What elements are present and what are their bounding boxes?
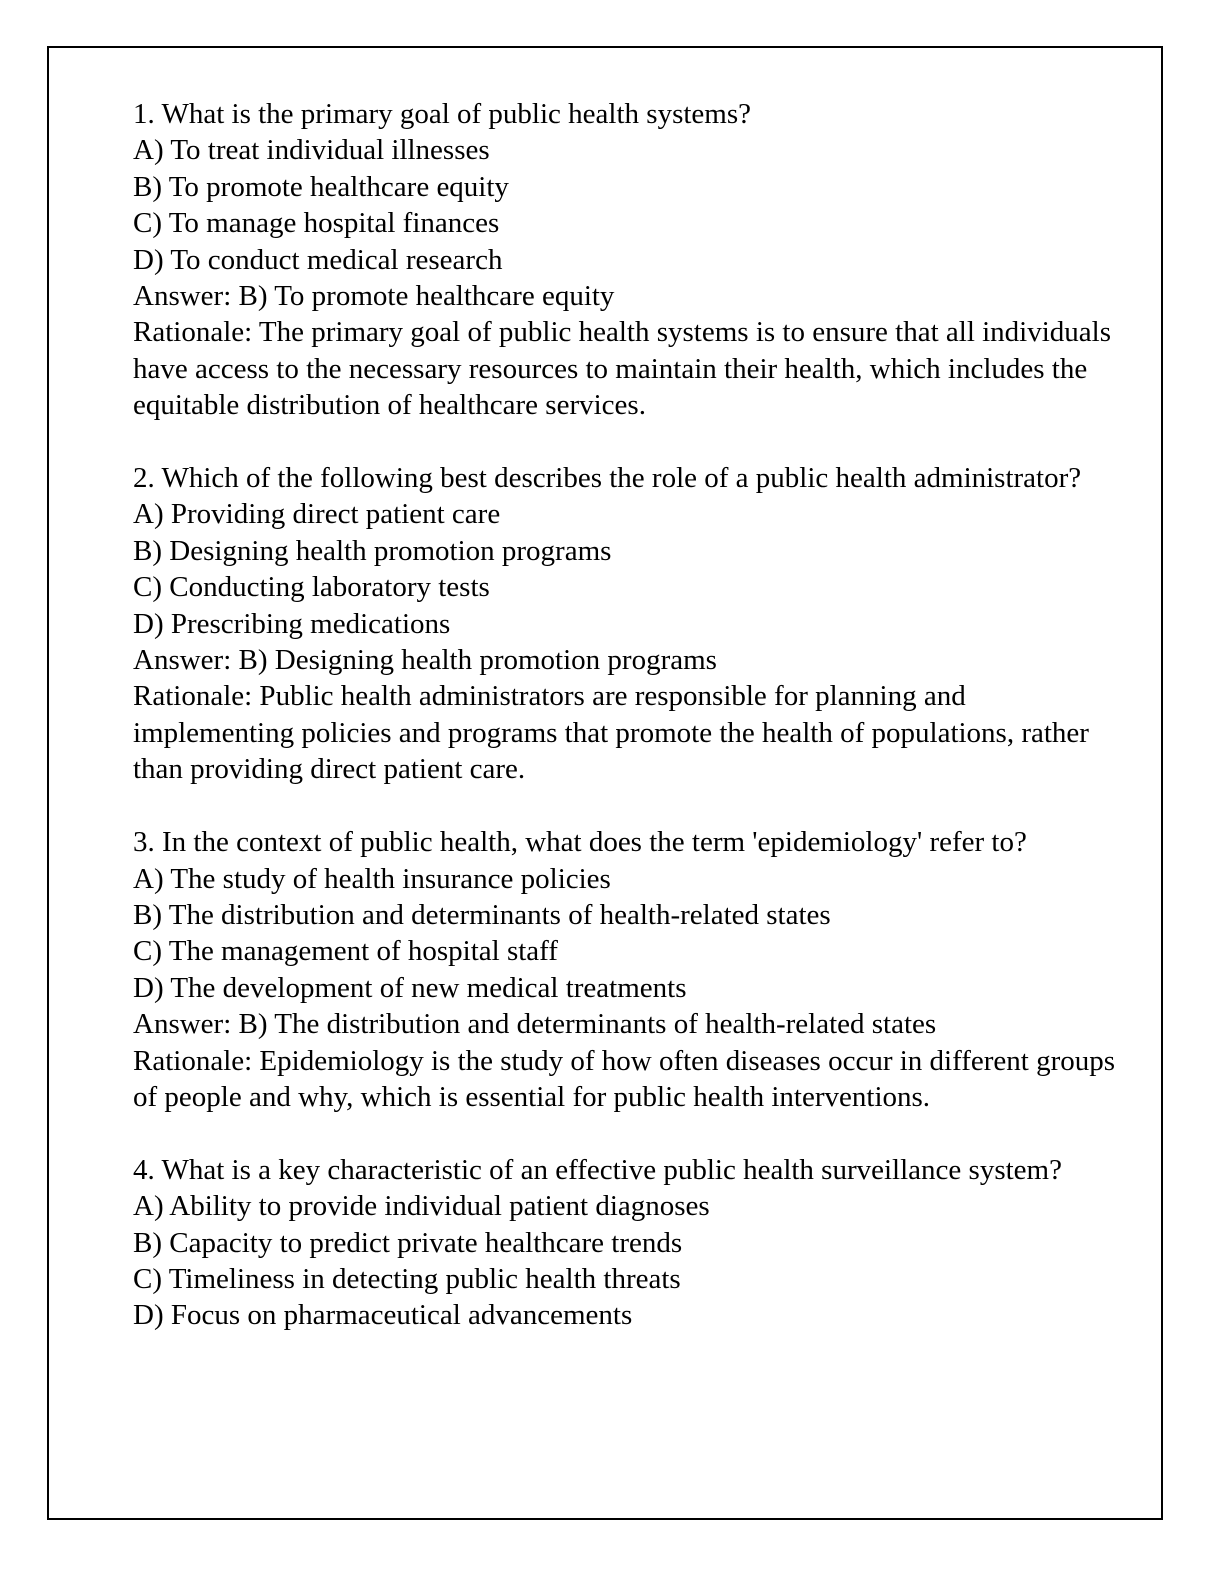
option-d: D) Prescribing medications [133, 607, 451, 640]
rationale-text: Rationale: Epidemiology is the study of how often diseases occur in different groups of people and why, which is essential for public health interventions. [133, 1044, 1116, 1113]
option-c: C) Conducting laboratory tests [133, 571, 490, 604]
option-b: B) To promote healthcare equity [133, 170, 509, 203]
answer-text: Answer: B) To promote healthcare equity [133, 280, 615, 313]
option-b: B) The distribution and determinants of health-related states [133, 898, 831, 931]
question-3 [133, 824, 1133, 1115]
answer-text: Answer: B) Designing health promotion programs [133, 644, 717, 677]
option-a: A) Providing direct patient care [133, 498, 501, 531]
option-a: A) Ability to provide individual patient diagnoses [133, 1190, 710, 1223]
rationale-text: Rationale: The primary goal of public health systems is to ensure that all individuals have access to the necessary resources to maintain their health, which includes the equitable distribution of healthcare services. [133, 316, 1112, 422]
answer-text: Answer: B) The distribution and determinants of health-related states [133, 1008, 937, 1041]
question-text: 2. Which of the following best describes the role of a public health administrator? [133, 462, 1082, 495]
option-c: C) To manage hospital finances [133, 207, 500, 240]
option-c: C) Timeliness in detecting public health threats [133, 1262, 681, 1295]
document-body [133, 96, 1133, 1334]
option-d: D) Focus on pharmaceutical advancements [133, 1299, 633, 1332]
option-a: A) The study of health insurance policies [133, 862, 611, 895]
question-text: 4. What is a key characteristic of an effective public health surveillance system? [133, 1153, 1062, 1186]
question-2 [133, 460, 1133, 788]
question-4 [133, 1152, 1133, 1334]
option-a: A) To treat individual illnesses [133, 134, 490, 167]
option-c: C) The management of hospital staff [133, 935, 558, 968]
option-b: B) Capacity to predict private healthcare trends [133, 1226, 683, 1259]
option-d: D) To conduct medical research [133, 243, 503, 276]
option-b: B) Designing health promotion programs [133, 534, 612, 567]
rationale-text: Rationale: Public health administrators are responsible for planning and implementing policies and programs that promote the health of populations, rather than providing direct patient care. [133, 680, 1089, 786]
question-text: 3. In the context of public health, what does the term 'epidemiology' refer to? [133, 826, 1027, 859]
question-1 [133, 96, 1133, 424]
option-d: D) The development of new medical treatments [133, 971, 687, 1004]
question-text: 1. What is the primary goal of public health systems? [133, 98, 751, 130]
